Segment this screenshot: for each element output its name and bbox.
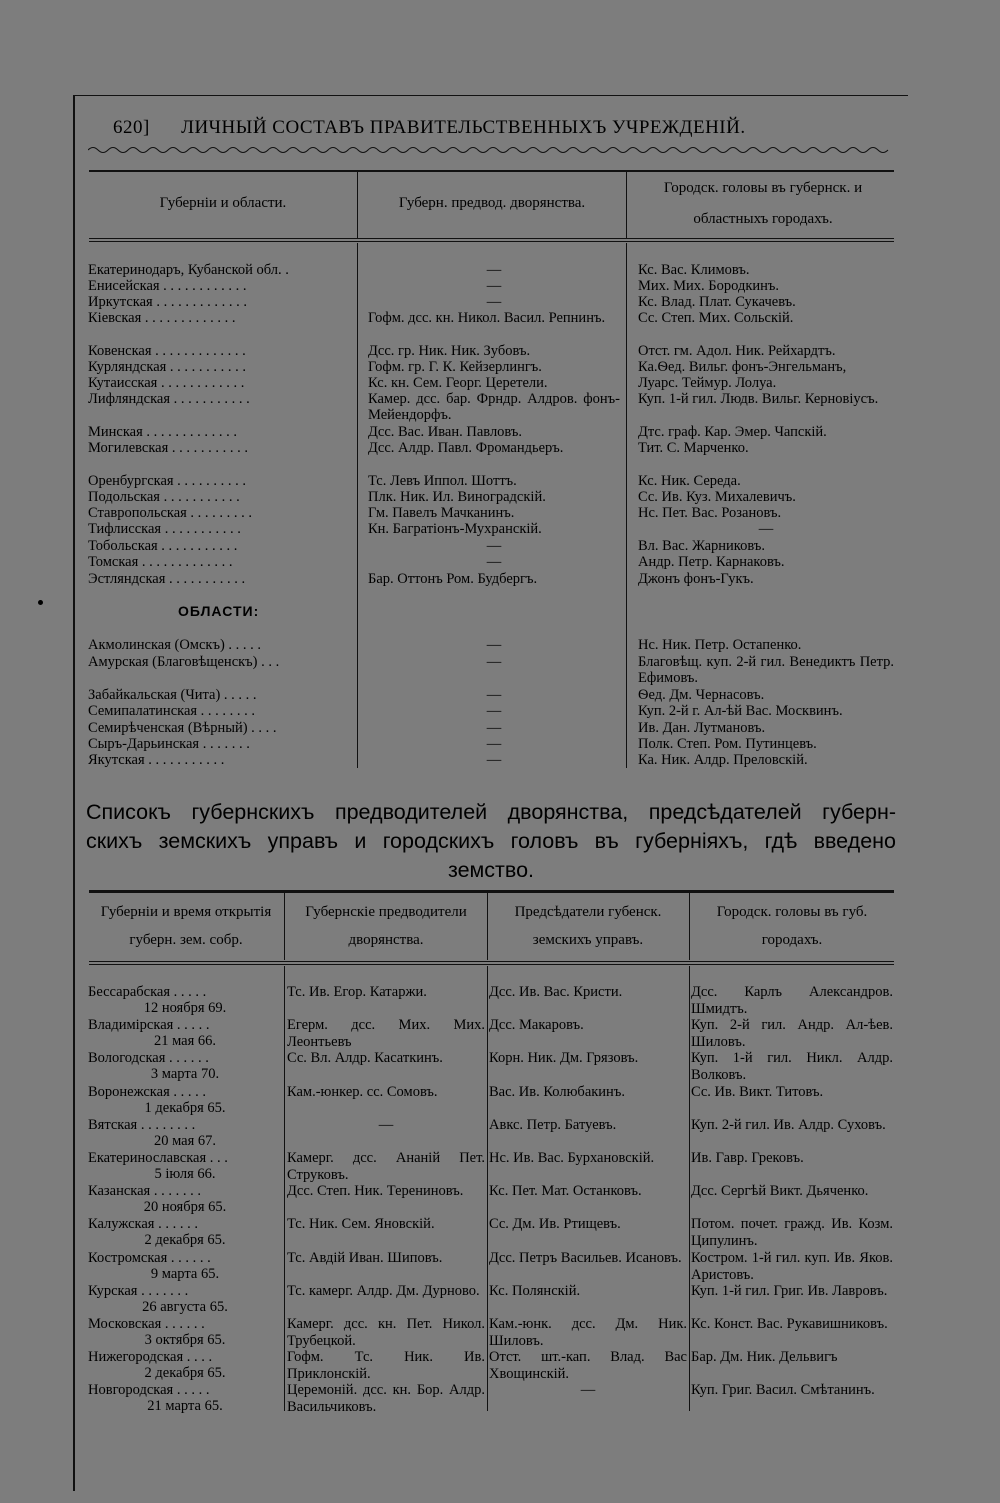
table2-row-zemstvo: — (580, 1382, 596, 1398)
table2-header-zemstvo: Предсѣдатели губенск. земскихъ управъ. (514, 904, 662, 948)
table1-header-gubernii: Губерніи и области. (159, 195, 287, 211)
table1-oblast-name: Семирѣченская (Вѣрный) . . . . (88, 720, 277, 736)
table1-oblast-name: Сыръ-Дарьинская . . . . . . . (88, 736, 250, 752)
table2-row-golova: Потом. почет. гражд. Ив. Козм. Ципулинъ. (691, 1216, 893, 1249)
table2-row-predvod: Сс. Вл. Алдр. Касаткинъ. (287, 1050, 443, 1066)
table1-oblast-predvod: — (486, 736, 502, 752)
table1-oblast-predvod: — (486, 637, 502, 653)
table2-header-rule (89, 961, 894, 962)
table2-row-predvod: Дсс. Степ. Ник. Терениновъ. (287, 1183, 464, 1199)
table2-row-golova: Куп. 1-й гил. Никл. Алдр. Волковъ. (691, 1050, 893, 1083)
page-number: 620] (113, 117, 150, 138)
table1-row-predvod: Кс. кн. Сем. Георг. Церетели. (368, 375, 548, 391)
oblasti-subheading: ОБЛАСТИ: (178, 603, 260, 619)
table2-row-date: 21 марта 65. (147, 1398, 223, 1414)
table1-row-golova: Нс. Пет. Вас. Розановъ. (638, 505, 782, 521)
section-title-line: скихъ земскихъ управъ и городскихъ головъ въ губерніяхъ, гдѣ введено (86, 829, 896, 853)
table1-row-golova: Сс. Ив. Куз. Михалевичъ. (638, 489, 796, 505)
table2-row-predvod: Кам.-юнкер. сс. Сомовъ. (287, 1084, 438, 1100)
table1-row-predvod: Гофм. гр. Г. К. Кейзерлингъ. (368, 359, 542, 375)
table2-row-gubernia: Курская . . . . . . . (88, 1283, 189, 1299)
table2-row-zemstvo: Отст. шт.-кап. Влад. Вас Хвощинскій. (489, 1349, 687, 1382)
table1-row-golova: Куп. 1-й гил. Людв. Вильг. Керновіусъ. (638, 391, 879, 407)
table1-header-predvod: Губерн. предвод. дворянства. (398, 195, 586, 211)
table1-row-golova: Дтс. граф. Кар. Эмер. Чапскій. (638, 424, 827, 440)
table2-row-predvod: Тс. Авдій Иван. Шиповъ. (287, 1250, 443, 1266)
table2-row-zemstvo: Авкс. Петр. Батуевъ. (489, 1117, 617, 1133)
table1-oblast-golova: Куп. 2-й г. Ал-ѣй Вас. Москвинъ. (638, 703, 843, 719)
table2-row-zemstvo: Вас. Ив. Колюбакинъ. (489, 1084, 625, 1100)
table2-row-date: 3 марта 70. (150, 1066, 220, 1082)
table1-row-gubernia: Иркутская . . . . . . . . . . . . . (88, 294, 247, 310)
table1-row-predvod: — (486, 294, 502, 310)
table1-row-gubernia: Ковенская . . . . . . . . . . . . . (88, 343, 246, 359)
table2-row-golova: Бар. Дм. Ник. Дельвигъ (691, 1349, 838, 1365)
table2-row-zemstvo: Кс. Полянскій. (489, 1283, 581, 1299)
table2-row-date: 9 марта 65. (150, 1266, 220, 1282)
table1-oblast-predvod: — (486, 687, 502, 703)
table2-row-golova: Дсс. Сергѣй Викт. Дьяченко. (691, 1183, 869, 1199)
section-title-line: Списокъ губернскихъ предводителей дворянства, предсѣдателей губерн- (86, 800, 896, 824)
page-title: ЛИЧНЫЙ СОСТАВЪ ПРАВИТЕЛЬСТВЕННЫХЪ УЧРЕЖДЕНІЙ. (181, 117, 746, 138)
table1-row-gubernia: Лифляндская . . . . . . . . . . . (88, 391, 250, 407)
table1-oblast-golova: Благовѣщ. куп. 2-й гил. Венедиктъ Петр. Ефимовъ. (638, 654, 894, 687)
table2-col-divider (689, 893, 690, 960)
table2-row-zemstvo: Нс. Ив. Вас. Бурхановскій. (489, 1150, 655, 1166)
table1-row-predvod: Дсс. Вас. Иван. Павловъ. (368, 424, 523, 440)
table1-col-divider (357, 243, 358, 768)
section-title-line: земство. (447, 858, 535, 882)
table1-row-gubernia: Минская . . . . . . . . . . . . . (88, 424, 238, 440)
table2-row-gubernia: Казанская . . . . . . . (88, 1183, 201, 1199)
table2-col-divider (689, 966, 690, 1411)
table2-row-golova: Куп. 2-й гил. Андр. Ал-ѣев. Шиловъ. (691, 1017, 893, 1050)
table1-row-gubernia: Эстляндская . . . . . . . . . . . (88, 571, 246, 587)
table2-row-golova: Костром. 1-й гил. куп. Ив. Яков. Аристовъ. (691, 1250, 893, 1283)
table1-header-rule (89, 238, 894, 239)
table1-oblast-golova: Ка. Ник. Алдр. Преловскій. (638, 752, 808, 768)
table1-row-gubernia: Ставропольская . . . . . . . . . (88, 505, 253, 521)
table2-row-date: 26 августа 65. (142, 1299, 228, 1315)
table1-row-golova: Мих. Мих. Бородкинъ. (638, 278, 780, 294)
table2-row-gubernia: Воронежская . . . . . (88, 1084, 206, 1100)
table1-row-predvod: Гм. Павелъ Мачканинъ. (368, 505, 515, 521)
table1-row-predvod: — (486, 278, 502, 294)
table1-oblast-name: Амурская (Благовѣщенскъ) . . . (88, 654, 280, 670)
table2-col-divider (487, 893, 488, 960)
table1-row-golova: Джонъ фонъ-Гукъ. (638, 571, 754, 587)
table2-col-divider (284, 893, 285, 960)
table1-row-predvod: Плк. Ник. Ил. Виноградскій. (368, 489, 546, 505)
table2-row-date: 20 ноября 65. (143, 1199, 227, 1215)
table2-header-rule (89, 964, 894, 965)
decorative-wavy-rule (88, 145, 893, 155)
table2-col-divider (284, 966, 285, 1411)
table1-row-golova: Кс. Вас. Климовъ. (638, 262, 750, 278)
table2-row-gubernia: Вологодская . . . . . . (88, 1050, 209, 1066)
table1-row-gubernia: Подольская . . . . . . . . . . . (88, 489, 240, 505)
table2-row-gubernia: Новгородская . . . . . (88, 1382, 210, 1398)
table2-header-predvod: Губернскіе предводители дворянства. (305, 904, 467, 948)
table2-row-zemstvo: Дсс. Макаровъ. (489, 1017, 584, 1033)
table1-row-predvod: Дсс. гр. Ник. Ник. Зубовъ. (368, 343, 531, 359)
table2-row-gubernia: Владимірская . . . . . (88, 1017, 210, 1033)
table1-row-golova: Андр. Петр. Карнаковъ. (638, 554, 785, 570)
table1-row-predvod: Тс. Левъ Иппол. Шоттъ. (368, 473, 517, 489)
table1-oblast-golova: Ѳед. Дм. Чернасовъ. (638, 687, 765, 703)
table1-oblast-predvod: — (486, 720, 502, 736)
table1-row-golova: Вл. Вас. Жарниковъ. (638, 538, 765, 554)
table1-row-predvod: Дсс. Алдр. Павл. Фромандьеръ. (368, 440, 564, 456)
table1-oblast-predvod: — (486, 654, 502, 670)
table2-row-predvod: Тс. Ив. Егор. Катаржи. (287, 984, 427, 1000)
table2-row-date: 1 декабря 65. (144, 1100, 226, 1116)
table2-row-date: 20 мая 67. (153, 1133, 217, 1149)
table1-row-gubernia: Тобольская . . . . . . . . . . . (88, 538, 238, 554)
table2-row-zemstvo: Кс. Пет. Мат. Останковъ. (489, 1183, 642, 1199)
table1-header-golovy: Городск. головы въ губернск. и областныхъ городахъ. (663, 180, 863, 227)
margin-dot (38, 600, 43, 605)
table2-row-golova: Сс. Ив. Викт. Титовъ. (691, 1084, 824, 1100)
table2-row-date: 12 ноября 69. (143, 1000, 227, 1016)
table2-row-zemstvo: Дсс. Ив. Вас. Кристи. (489, 984, 623, 1000)
table1-oblast-golova: Полк. Степ. Ром. Путинцевъ. (638, 736, 817, 752)
table2-col-divider (487, 966, 488, 1411)
table1-row-predvod: — (486, 538, 502, 554)
table2-row-zemstvo: Дсс. Петръ Васильев. Исановъ. (489, 1250, 682, 1266)
table1-row-golova: Кс. Влад. Плат. Сукачевъ. (638, 294, 796, 310)
table2-row-gubernia: Вятская . . . . . . . . (88, 1117, 196, 1133)
table1-row-golova: Луарс. Теймур. Лолуа. (638, 375, 777, 391)
table1-row-predvod: Гофм. дсс. кн. Никол. Васил. Репнинъ. (368, 310, 606, 326)
table1-oblast-name: Якутская . . . . . . . . . . . (88, 752, 225, 768)
table1-oblast-golova: Нс. Ник. Петр. Остапенко. (638, 637, 802, 653)
table2-row-zemstvo: Кам.-юнк. дсс. Дм. Ник. Шиловъ. (489, 1316, 687, 1349)
table2-row-golova: Куп. 1-й гил. Григ. Ив. Лавровъ. (691, 1283, 888, 1299)
table1-row-golova: Отст. гм. Адол. Ник. Рейхардтъ. (638, 343, 836, 359)
table2-row-predvod: — (378, 1117, 394, 1133)
table2-row-gubernia: Екатеринославская . . . (88, 1150, 228, 1166)
table1-row-gubernia: Екатеринодаръ, Кубанской обл. . (88, 262, 289, 278)
table1-row-gubernia: Могилевская . . . . . . . . . . . (88, 440, 249, 456)
table2-row-predvod: Тс. камерг. Алдр. Дм. Дурново. (287, 1283, 480, 1299)
table2-row-golova: Кс. Конст. Вас. Рукавишниковъ. (691, 1316, 888, 1332)
table2-row-golova: Куп. Григ. Васил. Смѣтанинъ. (691, 1382, 875, 1398)
table2-header-golovy: Городск. головы въ губ. городахъ. (716, 904, 868, 948)
table2-row-gubernia: Костромская . . . . . . (88, 1250, 211, 1266)
table2-row-predvod: Камерг. дсс. кн. Пет. Никол. Трубецкой. (287, 1316, 485, 1349)
table1-col-divider (357, 172, 358, 239)
table1-oblast-predvod: — (486, 752, 502, 768)
page-header (113, 117, 813, 139)
table1-row-golova: Сс. Степ. Мих. Сольскій. (638, 310, 794, 326)
table1-row-predvod: Бар. Оттонъ Ром. Будбергъ. (368, 571, 538, 587)
table1-row-golova: — (758, 521, 774, 537)
section-title (86, 798, 896, 885)
table2-row-gubernia: Бессарабская . . . . . (88, 984, 207, 1000)
table2-row-gubernia: Московская . . . . . . (88, 1316, 205, 1332)
table2-row-date: 21 мая 66. (153, 1033, 217, 1049)
table1-oblast-golova: Ив. Дан. Лутмановъ. (638, 720, 766, 736)
table2-row-predvod: Тс. Ник. Сем. Яновскій. (287, 1216, 435, 1232)
table1-row-gubernia: Тифлисская . . . . . . . . . . . (88, 521, 241, 537)
table2-row-golova: Дсс. Карлъ Александров. Шмидтъ. (691, 984, 893, 1017)
table1-col-divider (626, 243, 627, 768)
table1-row-golova: Кс. Ник. Середа. (638, 473, 741, 489)
table2-row-gubernia: Нижегородская . . . . (88, 1349, 213, 1365)
table1-row-predvod: — (486, 262, 502, 278)
table2-row-date: 2 декабря 65. (144, 1365, 226, 1381)
table2-row-predvod: Егерм. дсс. Мих. Мих. Леонтьевъ (287, 1017, 485, 1050)
table1-oblast-name: Забайкальская (Чита) . . . . . (88, 687, 257, 703)
table1-col-divider (626, 172, 627, 239)
table1-row-predvod: — (486, 554, 502, 570)
table2-row-date: 3 октября 65. (144, 1332, 226, 1348)
table1-row-gubernia: Кіевская . . . . . . . . . . . . . (88, 310, 236, 326)
table1-oblast-name: Семипалатинская . . . . . . . . (88, 703, 256, 719)
table1-row-gubernia: Оренбургская . . . . . . . . . . (88, 473, 247, 489)
table1-oblast-name: Акмолинская (Омскъ) . . . . . (88, 637, 262, 653)
table2-row-zemstvo: Корн. Ник. Дм. Грязовъ. (489, 1050, 639, 1066)
table1-row-gubernia: Курляндская . . . . . . . . . . . (88, 359, 247, 375)
table2-row-predvod: Церемоній. дсс. кн. Бор. Алдр. Васильчиковъ. (287, 1382, 485, 1415)
table2-row-date: 5 іюля 66. (154, 1166, 216, 1182)
table2-row-predvod: Гофм. Тс. Ник. Ив. Приклонскій. (287, 1349, 485, 1382)
table2-header-gubernii: Губерніи и время открытія губерн. зем. собр. (100, 904, 272, 948)
table1-row-gubernia: Енисейская . . . . . . . . . . . . (88, 278, 247, 294)
table1-oblast-predvod: — (486, 703, 502, 719)
table1-row-predvod: Кн. Багратіонъ-Мухранскій. (368, 521, 542, 537)
table1-row-gubernia: Томская . . . . . . . . . . . . . (88, 554, 233, 570)
table1-row-golova: Ка.Ѳед. Вильг. фонъ-Энгельманъ, (638, 359, 847, 375)
table2-row-gubernia: Калужская . . . . . . (88, 1216, 198, 1232)
table1-row-gubernia: Кутаисская . . . . . . . . . . . . (88, 375, 245, 391)
table2-top-rule (89, 890, 894, 893)
table1-row-predvod: Камер. дсс. бар. Фрндр. Алдров. фонъ-Мейендорфъ. (368, 391, 620, 424)
table2-row-date: 2 декабря 65. (144, 1232, 226, 1248)
table2-row-predvod: Камерг. дсс. Ананій Пет. Струковъ. (287, 1150, 485, 1183)
table2-row-golova: Ив. Гавр. Грековъ. (691, 1150, 804, 1166)
table2-row-zemstvo: Сс. Дм. Ив. Ртищевъ. (489, 1216, 621, 1232)
table1-row-golova: Тит. С. Марченко. (638, 440, 749, 456)
table1-header-rule (89, 241, 894, 242)
table1-top-rule (89, 170, 894, 172)
table2-row-golova: Куп. 2-й гил. Ив. Алдр. Суховъ. (691, 1117, 886, 1133)
